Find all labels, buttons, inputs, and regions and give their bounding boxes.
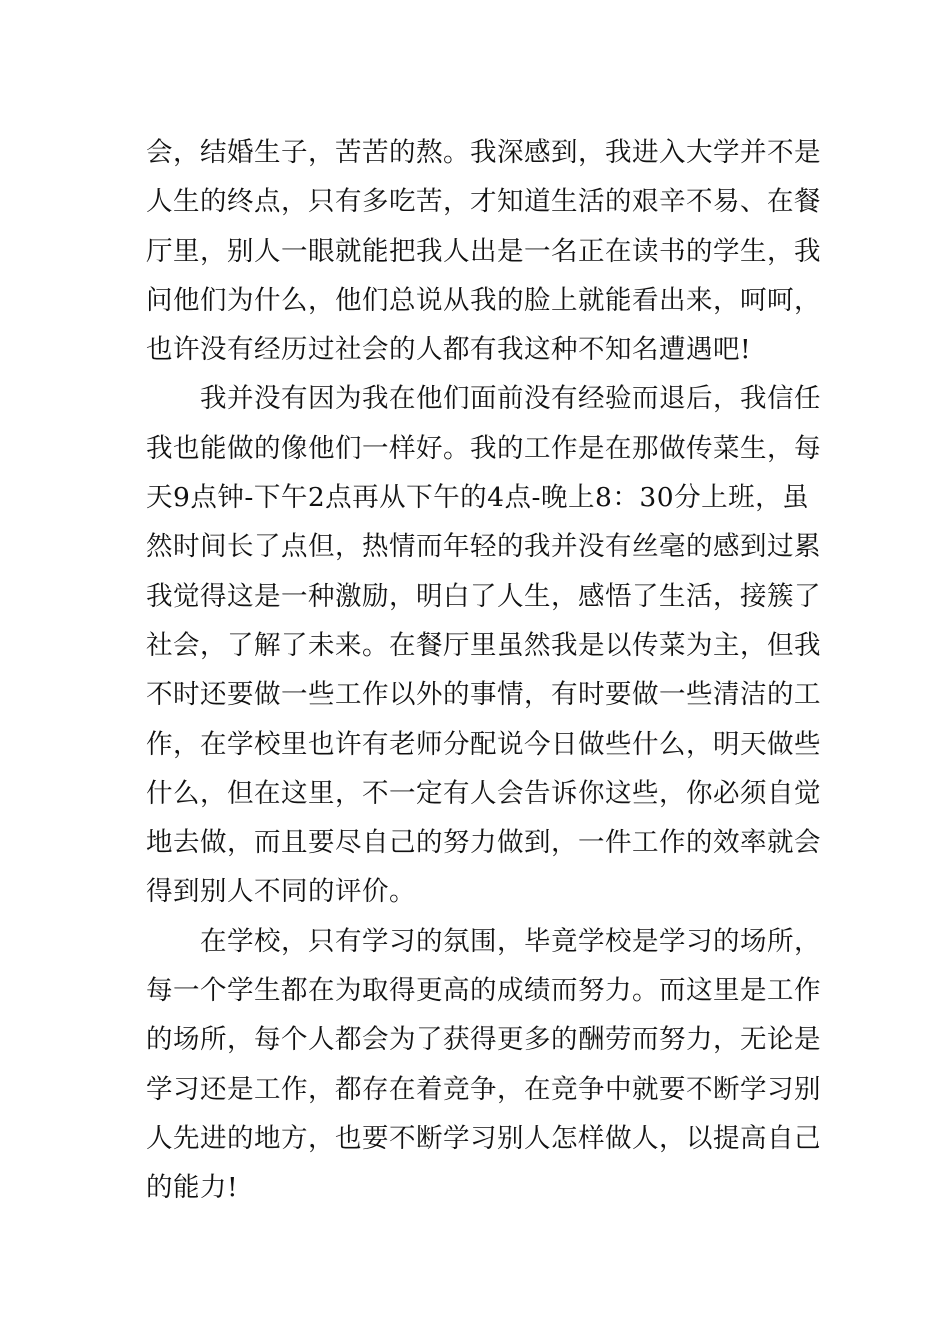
text-line: 地去做，而且要尽自己的努力做到，一件工作的效率就会 [146, 827, 821, 859]
body-text [146, 128, 821, 1213]
text-line: 然时间长了点但，热情而年轻的我并没有丝毫的感到过累 [146, 531, 821, 563]
text-line: 人生的终点，只有多吃苦，才知道生活的艰辛不易、在餐 [146, 186, 821, 218]
text-line: 人先进的地方，也要不断学习别人怎样做人，以提高自己 [146, 1122, 821, 1154]
text-line: 我也能做的像他们一样好。我的工作是在那做传菜生，每 [146, 432, 821, 464]
text-line: 问他们为什么，他们总说从我的脸上就能看出来，呵呵， [146, 284, 821, 316]
text-line: 会，结婚生子，苦苦的熬。我深感到，我进入大学并不是 [146, 137, 821, 168]
text-line: 我并没有因为我在他们面前没有经验而退后，我信任 [200, 383, 821, 415]
text-line: 天9点钟-下午2点再从下午的4点-晚上8：30分上班，虽 [146, 482, 810, 514]
text-line: 我觉得这是一种激励，明白了人生，感悟了生活，接簇了 [146, 580, 821, 612]
text-line: 社会，了解了未来。在餐厅里虽然我是以传菜为主，但我 [146, 629, 821, 661]
text-line: 的场所，每个人都会为了获得更多的酬劳而努力，无论是 [146, 1024, 821, 1056]
text-line: 作，在学校里也许有老师分配说今日做些什么，明天做些 [146, 728, 821, 760]
text-line: 的能力! [146, 1172, 239, 1204]
text-line: 学习还是工作，都存在着竞争，在竞争中就要不断学习别 [146, 1073, 821, 1105]
text-line: 什么，但在这里，不一定有人会告诉你这些，你必须自觉 [146, 777, 821, 809]
text-line: 厅里，别人一眼就能把我人出是一名正在读书的学生，我 [146, 235, 821, 267]
text-line: 在学校，只有学习的氛围，毕竟学校是学习的场所， [200, 925, 821, 957]
text-line: 得到别人不同的评价。 [146, 876, 416, 908]
text-line: 不时还要做一些工作以外的事情，有时要做一些清洁的工 [146, 679, 821, 711]
text-line: 每一个学生都在为取得更高的成绩而努力。而这里是工作 [146, 975, 821, 1007]
text-line: 也许没有经历过社会的人都有我这种不知名遭遇吧! [146, 334, 752, 366]
